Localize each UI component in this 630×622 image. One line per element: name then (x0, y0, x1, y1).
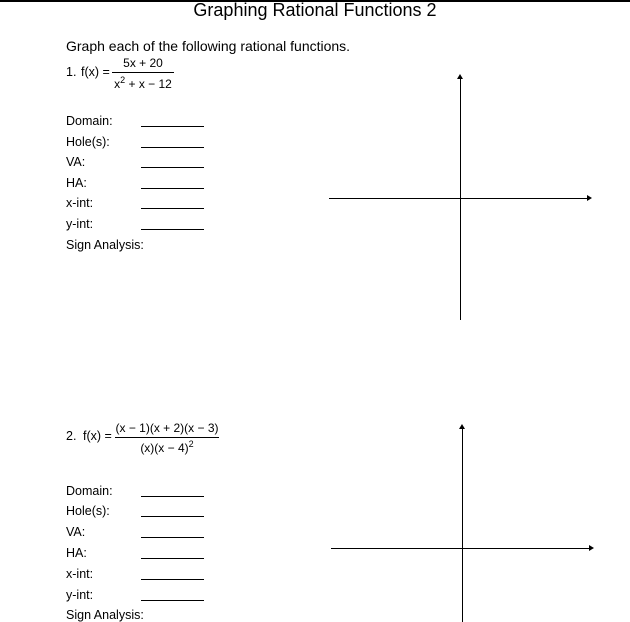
instructions: Graph each of the following rational functions. (66, 38, 351, 54)
x-axis (329, 198, 588, 199)
x-axis-arrow-icon (589, 545, 594, 551)
denominator-base: (x)(x − 4) (140, 441, 189, 455)
y-axis-arrow-icon (459, 424, 465, 429)
problem-number: 2. (66, 429, 77, 443)
field-holes: Hole(s): (66, 504, 110, 518)
answer-blank-domain[interactable] (141, 126, 204, 127)
y-axis-arrow-icon (457, 74, 463, 79)
field-sign-analysis: Sign Analysis: (66, 608, 144, 622)
field-y-int: y-int: (66, 588, 94, 602)
y-axis (460, 78, 461, 320)
function-name: f(x) = (81, 65, 110, 79)
y-axis (462, 428, 463, 622)
x-axis-arrow-icon (587, 195, 592, 201)
field-domain: Domain: (66, 114, 113, 128)
denominator-base: x (114, 77, 121, 91)
worksheet-title: Graphing Rational Functions 2 (193, 0, 437, 20)
field-ha: HA: (66, 546, 87, 560)
answer-blank-y-int[interactable] (141, 229, 204, 230)
answer-blank-x-int[interactable] (141, 208, 204, 209)
field-va: VA: (66, 155, 86, 169)
problem-number: 1. (66, 65, 77, 79)
function-name: f(x) = (83, 429, 112, 443)
denominator-rest: + x − 12 (125, 77, 172, 91)
answer-blank-holes[interactable] (141, 516, 204, 517)
answer-blank-ha[interactable] (141, 558, 204, 559)
field-holes: Hole(s): (66, 135, 110, 149)
field-x-int: x-int: (66, 567, 94, 581)
fraction-bar (115, 437, 219, 438)
answer-blank-y-int[interactable] (141, 600, 204, 601)
denominator-exponent: 2 (120, 75, 126, 85)
answer-blank-holes[interactable] (141, 147, 204, 148)
numerator: (x − 1)(x + 2)(x − 3) (115, 421, 219, 435)
denominator-exponent: 2 (188, 439, 194, 449)
fraction-bar (112, 72, 174, 73)
field-x-int: x-int: (66, 196, 94, 210)
field-ha: HA: (66, 176, 87, 190)
x-axis (331, 548, 590, 549)
field-domain: Domain: (66, 484, 113, 498)
answer-blank-va[interactable] (141, 537, 204, 538)
field-sign-analysis: Sign Analysis: (66, 238, 144, 252)
answer-blank-x-int[interactable] (141, 579, 204, 580)
field-va: VA: (66, 525, 86, 539)
denominator (115, 441, 219, 455)
field-y-int: y-int: (66, 217, 94, 231)
answer-blank-domain[interactable] (141, 496, 204, 497)
denominator (112, 77, 174, 91)
answer-blank-va[interactable] (141, 167, 204, 168)
answer-blank-ha[interactable] (141, 188, 204, 189)
numerator: 5x + 20 (123, 56, 163, 70)
